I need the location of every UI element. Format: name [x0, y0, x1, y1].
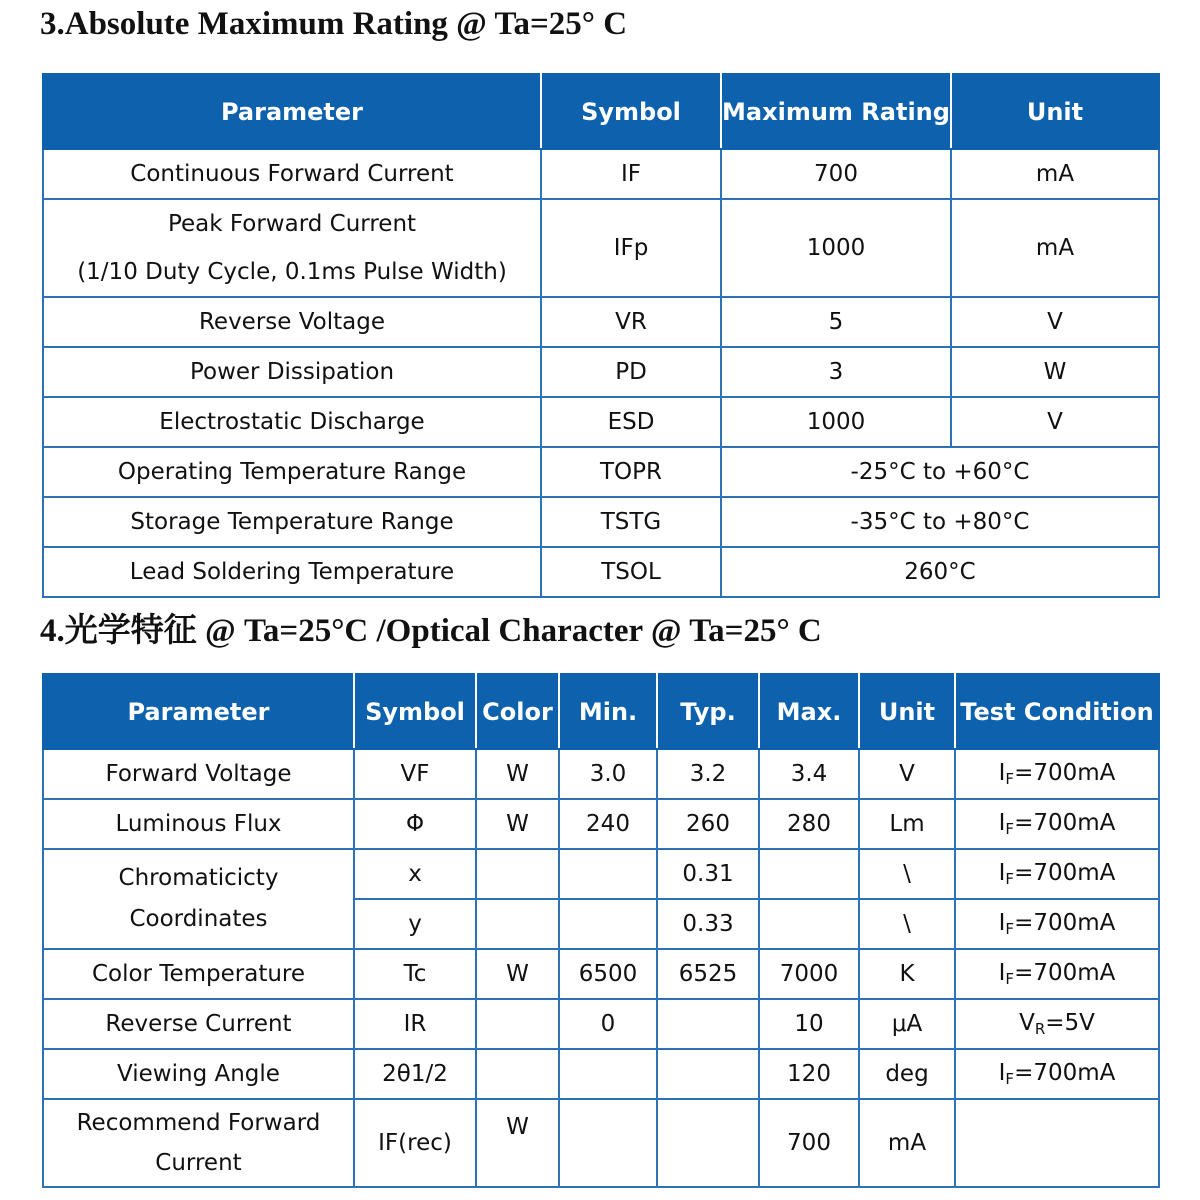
- symbol-cell: TSOL: [541, 547, 721, 597]
- header-unit: Unit: [951, 74, 1159, 149]
- parameter-line-2: (1/10 Duty Cycle, 0.1ms Pulse Width): [77, 259, 507, 285]
- parameter-line-1: Recommend Forward: [76, 1110, 321, 1136]
- header-parameter: Parameter: [43, 74, 541, 149]
- symbol-cell: IFp: [541, 199, 721, 297]
- table-row: [43, 347, 1159, 397]
- typ-cell: 260: [657, 799, 759, 849]
- test-condition-cell: $I_F=700mA$: [955, 849, 1159, 899]
- symbol-cell: IF(rec): [354, 1099, 476, 1187]
- symbol-cell: Φ: [354, 799, 476, 849]
- rating-cell: 3: [721, 347, 951, 397]
- color-cell: [476, 899, 559, 949]
- parameter-cell: Continuous Forward Current: [43, 149, 541, 199]
- test-condition-cell: $I_F=700mA$: [955, 949, 1159, 999]
- parameter-cell: [43, 849, 354, 949]
- table-row: [43, 749, 1159, 799]
- optical-character-table: [42, 673, 1160, 1188]
- symbol-cell: VF: [354, 749, 476, 799]
- header-symbol: Symbol: [354, 674, 476, 749]
- table-row: [43, 397, 1159, 447]
- min-cell: [559, 1049, 657, 1099]
- parameter-cell: Reverse Voltage: [43, 297, 541, 347]
- symbol-cell: TOPR: [541, 447, 721, 497]
- parameter-cell: Reverse Current: [43, 999, 354, 1049]
- table-row: [43, 1049, 1159, 1099]
- parameter-cell: Forward Voltage: [43, 749, 354, 799]
- rating-range-cell: -35°C to +80°C: [721, 497, 1159, 547]
- symbol-cell: IF: [541, 149, 721, 199]
- parameter-cell: Viewing Angle: [43, 1049, 354, 1099]
- max-cell: 700: [759, 1099, 859, 1187]
- parameter-cell: Operating Temperature Range: [43, 447, 541, 497]
- parameter-line-1: Chromaticicty: [118, 865, 279, 891]
- table-row: [43, 999, 1159, 1049]
- table-row: [43, 297, 1159, 347]
- test-condition-cell: $I_F=700mA$: [955, 749, 1159, 799]
- typ-cell: [657, 1049, 759, 1099]
- min-cell: 3.0: [559, 749, 657, 799]
- color-cell: W: [476, 1099, 559, 1187]
- max-cell: 120: [759, 1049, 859, 1099]
- symbol-cell: Tc: [354, 949, 476, 999]
- color-cell: W: [476, 799, 559, 849]
- table-header-row: [43, 674, 1159, 749]
- table-row: [43, 1099, 1159, 1187]
- parameter-cell: Electrostatic Discharge: [43, 397, 541, 447]
- rating-cell: 1000: [721, 397, 951, 447]
- test-condition-cell: $I_F=700mA$: [955, 899, 1159, 949]
- unit-cell: W: [951, 347, 1159, 397]
- parameter-cell: Storage Temperature Range: [43, 497, 541, 547]
- table-row: [43, 849, 1159, 899]
- color-cell: [476, 999, 559, 1049]
- unit-cell: K: [859, 949, 955, 999]
- unit-cell: Lm: [859, 799, 955, 849]
- typ-cell: 0.31: [657, 849, 759, 899]
- header-typ: Typ.: [657, 674, 759, 749]
- color-cell: W: [476, 749, 559, 799]
- max-cell: 10: [759, 999, 859, 1049]
- table-row: [43, 547, 1159, 597]
- table-row: [43, 949, 1159, 999]
- max-cell: [759, 899, 859, 949]
- typ-cell: 6525: [657, 949, 759, 999]
- header-color: Color: [476, 674, 559, 749]
- max-cell: [759, 849, 859, 899]
- header-maximum-rating: Maximum Rating: [721, 74, 951, 149]
- parameter-cell: Lead Soldering Temperature: [43, 547, 541, 597]
- test-condition-cell: $I_F=700mA$: [955, 1049, 1159, 1099]
- min-cell: 240: [559, 799, 657, 849]
- parameter-line-2: Coordinates: [129, 906, 268, 932]
- typ-cell: 0.33: [657, 899, 759, 949]
- unit-cell: deg: [859, 1049, 955, 1099]
- rating-range-cell: 260°C: [721, 547, 1159, 597]
- rating-range-cell: -25°C to +60°C: [721, 447, 1159, 497]
- max-cell: 280: [759, 799, 859, 849]
- table-row: [43, 447, 1159, 497]
- parameter-cell: Color Temperature: [43, 949, 354, 999]
- table-header-row: [43, 74, 1159, 149]
- header-test-condition: Test Condition: [955, 674, 1159, 749]
- unit-cell: \: [859, 899, 955, 949]
- table-row: [43, 497, 1159, 547]
- parameter-line-1: Peak Forward Current: [167, 211, 417, 237]
- test-condition-cell: $I_F=700mA$: [955, 799, 1159, 849]
- unit-cell: \: [859, 849, 955, 899]
- parameter-cell: [43, 199, 541, 297]
- header-unit: Unit: [859, 674, 955, 749]
- color-cell: [476, 849, 559, 899]
- color-cell: W: [476, 949, 559, 999]
- symbol-cell: 2θ1/2: [354, 1049, 476, 1099]
- symbol-cell: TSTG: [541, 497, 721, 547]
- rating-cell: 5: [721, 297, 951, 347]
- header-symbol: Symbol: [541, 74, 721, 149]
- section-4-title: 4.光学特征 @ Ta=25°C /Optical Character @ Ta=25° C: [40, 613, 822, 649]
- unit-cell: V: [951, 397, 1159, 447]
- parameter-cell: Power Dissipation: [43, 347, 541, 397]
- unit-cell: mA: [859, 1099, 955, 1187]
- typ-cell: [657, 999, 759, 1049]
- symbol-cell: IR: [354, 999, 476, 1049]
- test-condition-cell: [955, 1099, 1159, 1187]
- parameter-cell: [43, 1099, 354, 1187]
- unit-cell: μA: [859, 999, 955, 1049]
- unit-cell: V: [951, 297, 1159, 347]
- min-cell: [559, 849, 657, 899]
- typ-cell: [657, 1099, 759, 1187]
- unit-cell: mA: [951, 199, 1159, 297]
- symbol-cell: PD: [541, 347, 721, 397]
- symbol-cell: y: [354, 899, 476, 949]
- table-row: [43, 149, 1159, 199]
- min-cell: 0: [559, 999, 657, 1049]
- symbol-cell: ESD: [541, 397, 721, 447]
- table-row: [43, 199, 1159, 297]
- rating-cell: 1000: [721, 199, 951, 297]
- unit-cell: V: [859, 749, 955, 799]
- test-condition-cell: $V_R=5V$: [955, 999, 1159, 1049]
- table-row: [43, 799, 1159, 849]
- max-cell: 3.4: [759, 749, 859, 799]
- symbol-cell: VR: [541, 297, 721, 347]
- min-cell: 6500: [559, 949, 657, 999]
- parameter-line-2: Current: [155, 1150, 242, 1176]
- max-cell: 7000: [759, 949, 859, 999]
- color-cell: [476, 1049, 559, 1099]
- min-cell: [559, 1099, 657, 1187]
- parameter-cell: Luminous Flux: [43, 799, 354, 849]
- section-3-title: 3.Absolute Maximum Rating @ Ta=25° C: [40, 6, 628, 42]
- min-cell: [559, 899, 657, 949]
- absolute-maximum-rating-table: [42, 73, 1160, 598]
- header-parameter: Parameter: [43, 674, 354, 749]
- symbol-cell: x: [354, 849, 476, 899]
- header-min: Min.: [559, 674, 657, 749]
- rating-cell: 700: [721, 149, 951, 199]
- unit-cell: mA: [951, 149, 1159, 199]
- typ-cell: 3.2: [657, 749, 759, 799]
- header-max: Max.: [759, 674, 859, 749]
